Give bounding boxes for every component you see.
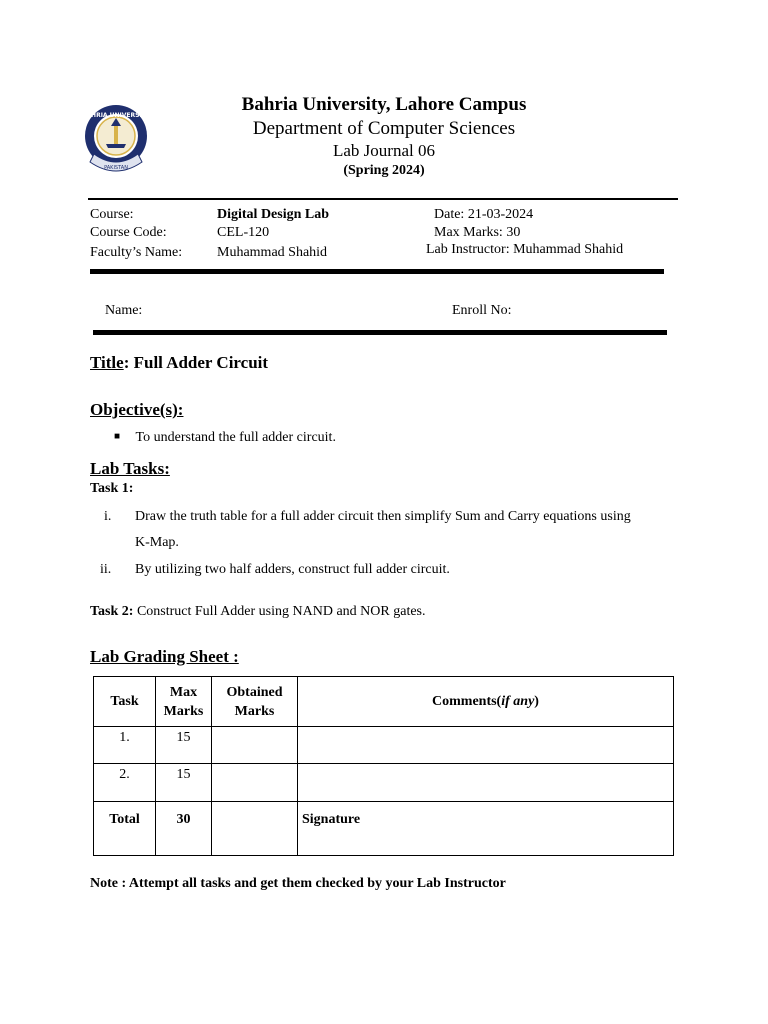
obtained-cell[interactable] bbox=[212, 764, 298, 802]
title-value: : Full Adder Circuit bbox=[123, 353, 269, 372]
faculty-label: Faculty’s Name: bbox=[90, 245, 183, 260]
lab-instructor-text: Lab Instructor: Muhammad Shahid bbox=[426, 242, 624, 257]
task2-text: Construct Full Adder using NAND and NOR gates. bbox=[133, 604, 426, 619]
task-cell: 2. bbox=[94, 764, 156, 802]
objective-item bbox=[114, 430, 336, 446]
student-divider bbox=[93, 330, 667, 335]
total-row bbox=[94, 802, 674, 856]
semester: (Spring 2024) bbox=[343, 163, 425, 178]
max-marks-text: Max Marks: 30 bbox=[434, 225, 521, 240]
task1-item-num: i. bbox=[104, 509, 112, 524]
header-obtained-marks bbox=[212, 677, 298, 727]
date-text: Date: 21-03-2024 bbox=[434, 207, 534, 222]
logo-text-bottom: PAKISTAN bbox=[104, 165, 128, 171]
task-cell: 1. bbox=[94, 727, 156, 764]
table-header-row bbox=[94, 677, 674, 727]
header-max-marks bbox=[156, 677, 212, 727]
header-max-line1: Max bbox=[169, 684, 198, 700]
grading-table bbox=[93, 676, 674, 856]
task2-line bbox=[90, 604, 426, 620]
enroll-label: Enroll No: bbox=[452, 303, 512, 318]
task2-label: Task 2: bbox=[90, 604, 134, 619]
signature-cell[interactable]: Signature bbox=[298, 802, 674, 856]
lab-title bbox=[90, 353, 268, 373]
header-divider bbox=[88, 198, 678, 200]
comments-cell[interactable] bbox=[298, 727, 674, 764]
total-label: Total bbox=[94, 802, 156, 856]
total-max: 30 bbox=[156, 802, 212, 856]
header-obt-line1: Obtained bbox=[226, 684, 283, 700]
task1-item-text: By utilizing two half adders, construct full adder circuit. bbox=[135, 562, 450, 577]
grading-heading: Lab Grading Sheet : bbox=[90, 647, 239, 666]
lab-tasks-heading: Lab Tasks: bbox=[90, 459, 170, 478]
faculty-value: Muhammad Shahid bbox=[217, 245, 328, 260]
header-comments bbox=[298, 677, 674, 727]
course-label: Course: bbox=[90, 207, 134, 222]
course-code-label: Course Code: bbox=[90, 225, 167, 240]
course-value: Digital Design Lab bbox=[217, 207, 330, 222]
journal-number: Lab Journal 06 bbox=[333, 141, 435, 160]
course-code-value: CEL-120 bbox=[217, 225, 270, 240]
task1-item-text: Draw the truth table for a full adder circuit then simplify Sum and Carry equations using bbox=[135, 509, 631, 524]
bullet-icon: ■ bbox=[114, 431, 121, 442]
task1-item-num: ii. bbox=[100, 562, 112, 577]
task1-label: Task 1: bbox=[90, 481, 134, 496]
comments-cell[interactable] bbox=[298, 764, 674, 802]
name-label: Name: bbox=[105, 303, 143, 318]
table-row bbox=[94, 727, 674, 764]
department-name: Department of Computer Sciences bbox=[252, 118, 516, 139]
header-comments-italic: if any bbox=[501, 694, 535, 709]
task1-item-text-cont: K-Map. bbox=[135, 535, 179, 550]
max-cell: 15 bbox=[156, 727, 212, 764]
max-cell: 15 bbox=[156, 764, 212, 802]
total-obtained[interactable] bbox=[212, 802, 298, 856]
university-name: Bahria University, Lahore Campus bbox=[241, 94, 527, 115]
objective-text: To understand the full adder circuit. bbox=[135, 430, 336, 445]
header-max-line2: Marks bbox=[163, 703, 204, 719]
table-row bbox=[94, 764, 674, 802]
header-obt-line2: Marks bbox=[234, 703, 275, 719]
logo-text-top: BAHRIA UNIVERSITY bbox=[81, 112, 151, 119]
info-divider bbox=[90, 269, 664, 274]
header-comments-close: ) bbox=[534, 694, 539, 709]
title-label: Title bbox=[90, 353, 124, 372]
note-text: Note : Attempt all tasks and get them checked by your Lab Instructor bbox=[90, 876, 506, 891]
header-task: Task bbox=[94, 677, 156, 727]
header-comments-text: Comments( bbox=[432, 694, 502, 709]
objectives-heading: Objective(s): bbox=[90, 400, 184, 419]
obtained-cell[interactable] bbox=[212, 727, 298, 764]
